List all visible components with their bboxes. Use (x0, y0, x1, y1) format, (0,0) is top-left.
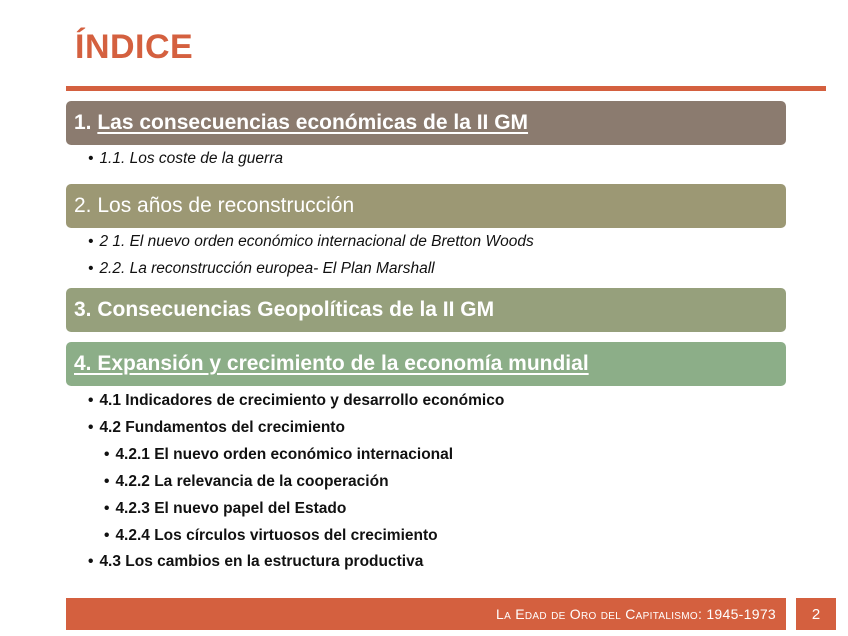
section-1-number: 1. (74, 111, 92, 134)
list-item: • 4.2.3 El nuevo papel del Estado (104, 500, 347, 517)
slide-title: ÍNDICE (75, 28, 194, 66)
list-item: • 4.3 Los cambios en la estructura productiva (88, 553, 424, 570)
section-1-link[interactable]: Las consecuencias económicas de la II GM (97, 111, 529, 134)
list-item: • 4.2.4 Los círculos virtuosos del crecimiento (104, 527, 438, 544)
slide-footer (66, 598, 786, 630)
list-item: • 4.1 Indicadores de crecimiento y desarrollo económico (88, 392, 505, 409)
list-item: • 4.2.2 La relevancia de la cooperación (104, 473, 389, 490)
section-4-header (66, 342, 786, 386)
section-3-label: 3. Consecuencias Geopolíticas de la II GM (74, 298, 495, 321)
section-3-header (66, 288, 786, 332)
footer-text: La Edad de Oro del Capitalismo: 1945-1973 (495, 606, 776, 622)
section-2-label: 2. Los años de reconstrucción (74, 194, 355, 217)
section-1-header (66, 101, 786, 145)
page-number: 2 (796, 598, 836, 630)
list-item: • 1.1. Los coste de la guerra (88, 150, 283, 167)
list-item: • 4.2.1 El nuevo orden económico internacional (104, 446, 454, 463)
list-item: • 2.2. La reconstrucción europea- El Plan Marshall (88, 260, 435, 277)
list-item: • 4.2 Fundamentos del crecimiento (88, 419, 345, 436)
title-divider (66, 86, 826, 91)
section-2-header (66, 184, 786, 228)
list-item: • 2 1. El nuevo orden económico internacional de Bretton Woods (88, 233, 534, 250)
section-4-link[interactable]: 4. Expansión y crecimiento de la economía mundial (74, 352, 589, 375)
